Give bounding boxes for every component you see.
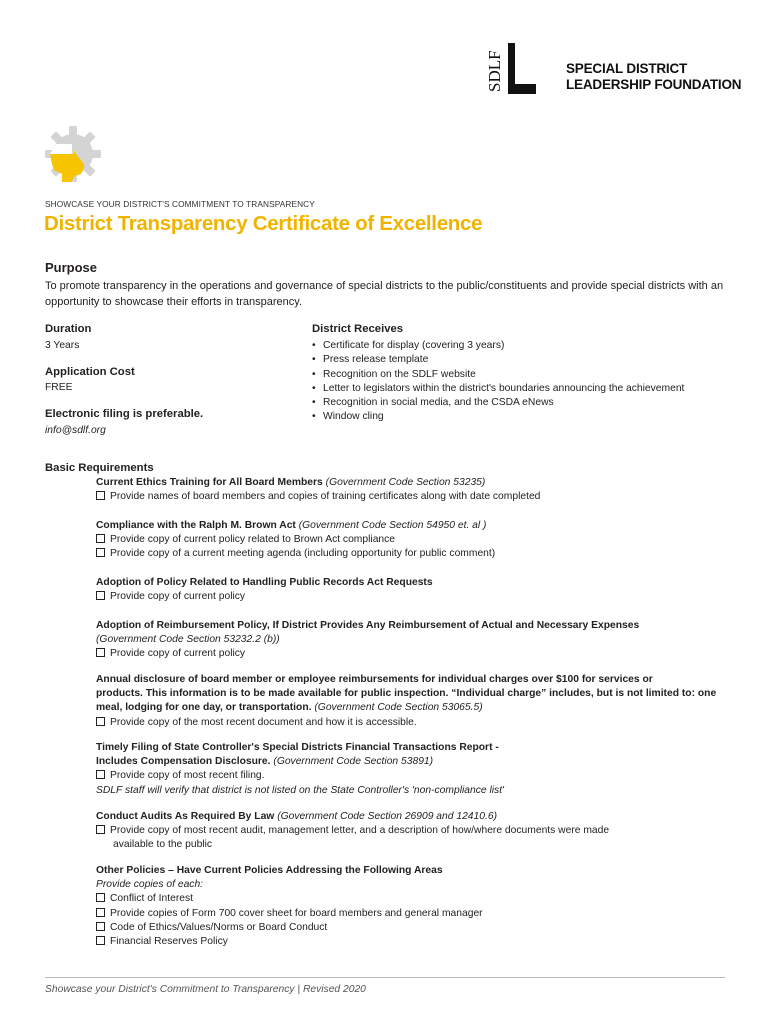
- checkbox[interactable]: [96, 825, 105, 834]
- checklist-item: Provide copies of Form 700 cover sheet for board members and general manager: [110, 907, 483, 919]
- electronic-filing-label: Electronic filing is preferable.: [45, 408, 204, 420]
- checkbox[interactable]: [96, 908, 105, 917]
- requirement-title: Annual disclosure of board member or employee reimbursements for individual charges over $100 for services or: [96, 674, 653, 685]
- checklist-item: Provide copy of current policy: [110, 648, 246, 660]
- checkbox[interactable]: [96, 648, 105, 657]
- checklist-item: Provide copy of the most recent document and how it is accessible.: [110, 716, 417, 728]
- requirement-title: Compliance with the Ralph M. Brown Act: [96, 520, 296, 531]
- duration-label: Duration: [45, 323, 92, 335]
- list-item: • Recognition on the SDLF website: [312, 368, 684, 382]
- requirement-title: Conduct Audits As Required By Law: [96, 811, 275, 822]
- contact-email: info@sdlf.org: [45, 425, 106, 436]
- checkbox[interactable]: [96, 717, 105, 726]
- footer-divider: [45, 977, 725, 978]
- requirement-citation: (Government Code Section 54950 et. al ): [298, 520, 487, 531]
- checklist-item: Provide copy of most recent audit, management letter, and a description of how/where documents were made: [110, 825, 610, 837]
- requirement-audits: [96, 810, 726, 853]
- checklist-item: Provide copy of most recent filing.: [110, 770, 265, 782]
- checklist-item: Provide copy of a current meeting agenda (including opportunity for public comment): [110, 548, 496, 560]
- list-item: • Press release template: [312, 353, 684, 367]
- requirement-citation: (Government Code Section 53891): [273, 756, 434, 768]
- checkbox[interactable]: [96, 936, 105, 945]
- org-name-line1: SPECIAL DISTRICT: [566, 61, 688, 76]
- requirement-title: meal, lodging for one day, or transportation.: [96, 702, 312, 714]
- purpose-text: To promote transparency in the operations and governance of special districts to the public/constituents and provide special districts with an opportunity to showcase their efforts in transparency.: [45, 280, 724, 308]
- requirement-citation: (Government Code Section 53235): [325, 477, 486, 488]
- checklist-item: Provide names of board members and copies of training certificates along with date completed: [110, 491, 541, 503]
- district-receives-list: [312, 339, 684, 425]
- requirement-title: products. This information is to be made available for public inspection. “Individual charge” includes, but is not limited to: one: [96, 688, 717, 700]
- basic-requirements-heading: Basic Requirements: [45, 462, 154, 474]
- checkbox[interactable]: [96, 893, 105, 902]
- requirement-citation: (Government Code Section 26909 and 12410.6): [277, 811, 498, 822]
- application-cost-value: FREE: [45, 382, 73, 393]
- list-item: • Letter to legislators within the district's boundaries announcing the achievement: [312, 382, 684, 396]
- requirement-state-controller-report: [96, 741, 726, 798]
- requirement-subtitle: Provide copies of each:: [96, 879, 204, 891]
- checklist-item: Provide copy of current policy: [110, 591, 246, 603]
- checklist-item: Conflict of Interest: [110, 893, 193, 905]
- org-name-line2: LEADERSHIP FOUNDATION: [566, 77, 742, 92]
- list-item: • Certificate for display (covering 3 years): [312, 339, 684, 353]
- requirement-annual-disclosure: [96, 673, 726, 730]
- application-cost-label: Application Cost: [45, 366, 135, 378]
- list-item: • Recognition in social media, and the CSDA eNews: [312, 396, 684, 410]
- requirement-title: Adoption of Reimbursement Policy, If District Provides Any Reimbursement of Actual and Necessary Expenses: [96, 620, 640, 631]
- page-title: District Transparency Certificate of Excellence: [44, 212, 483, 235]
- eyebrow-text: SHOWCASE YOUR DISTRICT'S COMMITMENT TO TRANSPARENCY: [45, 199, 315, 209]
- requirement-reimbursement-policy: [96, 619, 726, 662]
- checklist-item: Provide copy of current policy related to Brown Act compliance: [110, 534, 396, 546]
- requirement-public-records-policy: [96, 576, 726, 604]
- requirement-other-policies: [96, 864, 726, 949]
- requirement-title: Adoption of Policy Related to Handling Public Records Act Requests: [96, 577, 433, 588]
- requirement-title: Includes Compensation Disclosure.: [96, 756, 271, 768]
- requirement-title: Current Ethics Training for All Board Members: [96, 477, 323, 488]
- requirement-title: Timely Filing of State Controller's Special Districts Financial Transactions Report -: [96, 742, 499, 753]
- requirement-brown-act: [96, 519, 726, 562]
- org-name: [566, 61, 741, 93]
- checkbox[interactable]: [96, 770, 105, 779]
- duration-value: 3 Years: [45, 340, 80, 351]
- district-receives-label: District Receives: [312, 323, 404, 335]
- list-item: • Window cling: [312, 410, 684, 424]
- requirement-ethics-training: [96, 476, 726, 504]
- requirement-citation: (Government Code Section 53232.2 (b)): [96, 634, 280, 646]
- checklist-item: Financial Reserves Policy: [110, 936, 228, 948]
- purpose-heading: Purpose: [45, 260, 98, 275]
- checkbox[interactable]: [96, 591, 105, 600]
- requirement-note: SDLF staff will verify that district is not listed on the State Controller's 'non-compliance list': [96, 784, 505, 796]
- gear-california-icon: [44, 124, 102, 184]
- page-footer: Showcase your District's Commitment to Transparency | Revised 2020: [45, 984, 366, 995]
- sdlf-logo: [482, 40, 552, 96]
- checklist-item-continued: available to the public: [113, 839, 213, 851]
- requirement-citation: (Government Code Section 53065.5): [314, 702, 483, 714]
- sdlf-logo-letters: SDLF: [485, 50, 504, 92]
- checkbox[interactable]: [96, 548, 105, 557]
- checkbox[interactable]: [96, 534, 105, 543]
- checklist-item: Code of Ethics/Values/Norms or Board Conduct: [110, 921, 328, 933]
- checkbox[interactable]: [96, 491, 105, 500]
- requirement-title: Other Policies – Have Current Policies Addressing the Following Areas: [96, 865, 443, 876]
- checkbox[interactable]: [96, 922, 105, 931]
